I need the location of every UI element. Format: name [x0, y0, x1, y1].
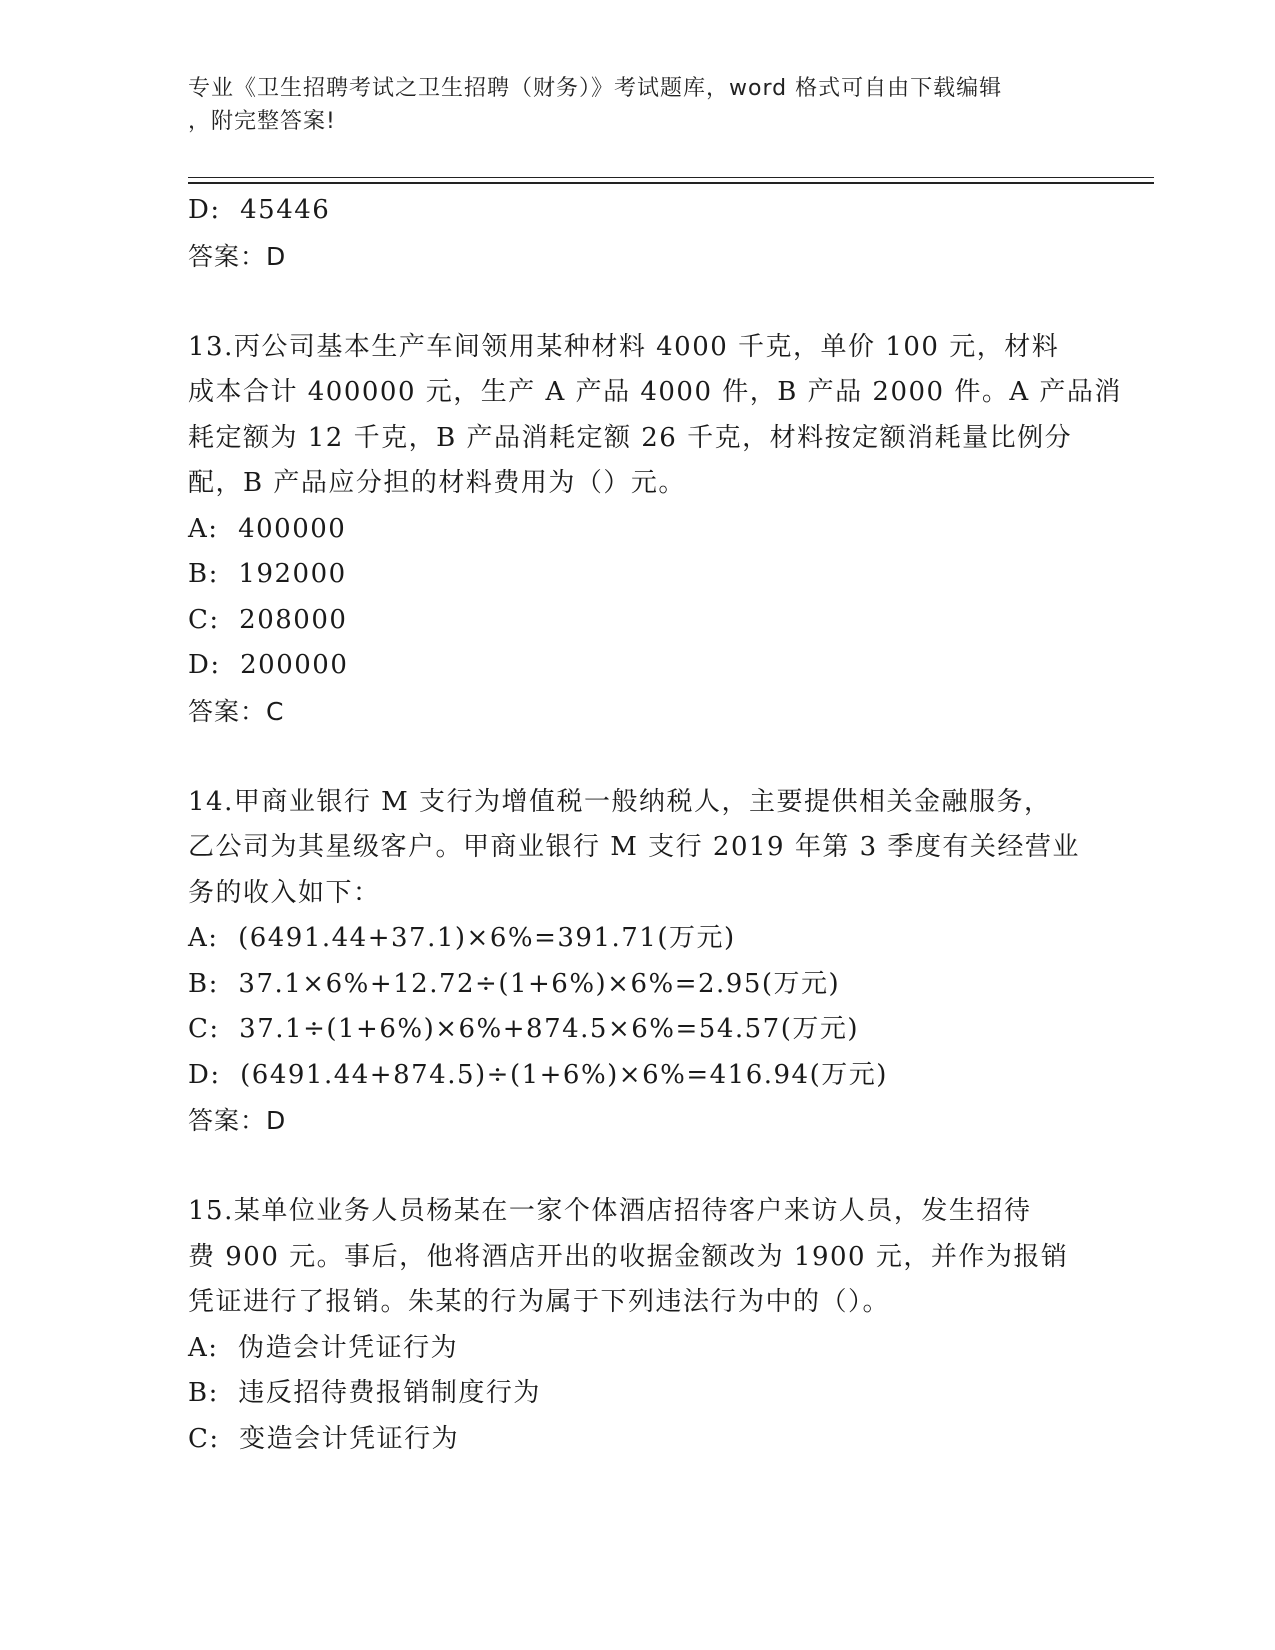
answer: 答案：C	[188, 696, 285, 726]
question-text-line: 配，B 产品应分担的材料费用为（）元。	[188, 468, 686, 498]
option-a: A: 伪造会计凭证行为	[188, 1332, 459, 1363]
option-a: A: (6491.44+37.1)×6%=391.71(万元)	[188, 923, 736, 953]
question-13	[188, 325, 1122, 735]
document-header	[188, 72, 1088, 138]
spacer	[188, 1144, 1088, 1190]
spacer	[188, 734, 1088, 780]
option-c: C: 208000	[188, 604, 348, 635]
answer: 答案：D	[188, 1106, 287, 1135]
question-text-line: 凭证进行了报销。朱某的行为属于下列违法行为中的（）。	[188, 1287, 891, 1317]
question-text-line: 费 900 元。事后，他将酒店开出的收据金额改为 1900 元，并作为报销	[188, 1241, 1069, 1272]
header-rule-thin	[188, 177, 1154, 178]
document-body	[188, 188, 1122, 1462]
question-15	[188, 1189, 1088, 1462]
option-c: C: 变造会计凭证行为	[188, 1423, 460, 1454]
option-d: D: (6491.44+874.5)÷(1+6%)×6%=416.94(万元)	[188, 1059, 888, 1090]
question-14	[188, 780, 1088, 1144]
prev-option-d: D: 45446	[188, 195, 331, 225]
question-text-line: 成本合计 400000 元，生产 A 产品 4000 件，B 产品 2000 件。A 产品消	[188, 377, 1122, 407]
option-d: D: 200000	[188, 650, 349, 680]
question-text-line: 15.某单位业务人员杨某在一家个体酒店招待客户来访人员，发生招待	[188, 1196, 1032, 1226]
question-text-line: 耗定额为 12 千克，B 产品消耗定额 26 千克，材料按定额消耗量比例分	[188, 422, 1073, 453]
question-text-line: 13.丙公司基本生产车间领用某种材料 4000 千克，单价 100 元，材料	[188, 331, 1060, 362]
option-b: B: 37.1×6%+12.72÷(1+6%)×6%=2.95(万元)	[188, 968, 841, 999]
spacer	[188, 279, 1088, 325]
header-rule-thick	[188, 182, 1154, 184]
question-text-line: 务的收入如下：	[188, 877, 381, 908]
question-text-line: 14.甲商业银行 M 支行为增值税一般纳税人，主要提供相关金融服务，	[188, 786, 1052, 817]
option-c: C: 37.1÷(1+6%)×6%+874.5×6%=54.57(万元)	[188, 1014, 860, 1044]
option-b: B: 192000	[188, 559, 347, 589]
prev-answer: 答案：D	[188, 241, 287, 271]
option-a: A: 400000	[188, 513, 347, 544]
header-line-1: 专业《卫生招聘考试之卫生招聘（财务）》考试题库，word 格式可自由下载编辑	[188, 76, 1003, 101]
header-line-2: ，附完整答案!	[188, 109, 336, 134]
option-b: B: 违反招待费报销制度行为	[188, 1378, 541, 1408]
question-text-line: 乙公司为其星级客户。甲商业银行 M 支行 2019 年第 3 季度有关经营业	[188, 832, 1080, 862]
